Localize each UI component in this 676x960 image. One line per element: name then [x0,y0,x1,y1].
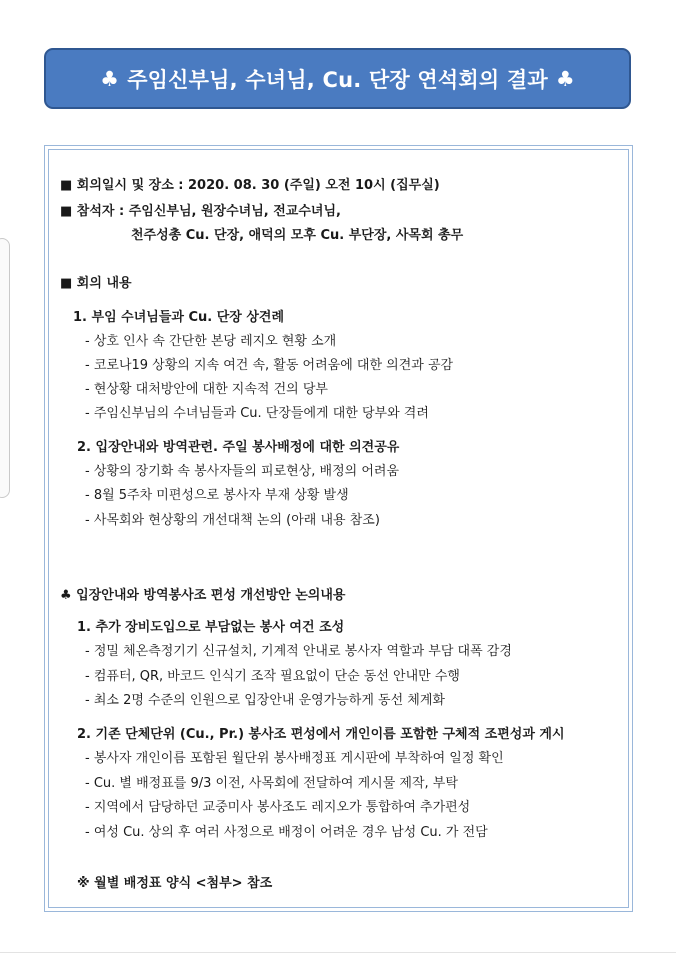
side-scroll-tab[interactable] [0,238,10,498]
attachment-note: ※ 월별 배정표 양식 <첨부> 참조 [77,876,273,891]
content-item-point: - 상황의 장기화 속 봉사자들의 피로현상, 배정의 어려움 [85,464,400,479]
content-item-point: - 상호 인사 속 간단한 본당 레지오 현황 소개 [85,334,337,349]
improvement-item-title: 2. 기존 단체단위 (Cu., Pr.) 봉사조 편성에서 개인이름 포함한 구체적 조편성과 게시 [77,727,565,742]
meeting-datetime-line: ■ 회의일시 및 장소 : 2020. 08. 30 (주일) 오전 10시 (집무실) [60,178,440,193]
attendees-line-2: 천주성총 Cu. 단장, 애덕의 모후 Cu. 부단장, 사목회 총무 [131,228,464,243]
improvement-item-title: 1. 추가 장비도입으로 부담없는 봉사 여건 조성 [77,620,345,635]
improvement-item-point: - 최소 2명 수준의 인원으로 입장안내 운영가능하게 동선 체계화 [85,693,445,708]
improvement-item-point: - 정밀 체온측정기기 신규설치, 기계적 안내로 봉사자 역할과 부담 대폭 감경 [85,644,512,659]
title-banner [44,48,631,109]
improvement-item-point: - 지역에서 담당하던 교중미사 봉사조도 레지오가 통합하여 추가편성 [85,800,471,815]
attendees-line-1: ■ 참석자 : 주임신부님, 원장수녀님, 전교수녀님, [60,204,341,219]
page-bottom-divider [0,952,676,953]
club-icon: ♣ [100,66,120,91]
meeting-content-heading: ■ 회의 내용 [60,276,132,291]
content-item-title: 2. 입장안내와 방역관련. 주일 봉사배정에 대한 의견공유 [77,440,400,455]
club-icon: ♣ [555,66,575,91]
document-title: 주임신부님, 수녀님, Cu. 단장 연석회의 결과 [127,67,548,92]
improvement-heading: ♣ 입장안내와 방역봉사조 편성 개선방안 논의내용 [60,588,346,603]
improvement-item-point: - 컴퓨터, QR, 바코드 인식기 조작 필요없이 단순 동선 안내만 수행 [85,669,460,684]
content-item-point: - 코로나19 상황의 지속 여건 속, 활동 어려움에 대한 의견과 공감 [85,358,454,373]
improvement-item-point: - 봉사자 개인이름 포함된 월단위 봉사배정표 게시판에 부착하여 일정 확인 [85,751,504,766]
content-item-point: - 사목회와 현상황의 개선대책 논의 (아래 내용 참조) [85,513,380,528]
content-item-point: - 현상황 대처방안에 대한 지속적 건의 당부 [85,382,328,397]
content-item-point: - 주임신부님의 수녀님들과 Cu. 단장들에게 대한 당부와 격려 [85,406,429,421]
content-item-title: 1. 부임 수녀님들과 Cu. 단장 상견례 [73,310,285,325]
improvement-item-point: - 여성 Cu. 상의 후 여러 사정으로 배정이 어려운 경우 남성 Cu. 가 전담 [85,825,488,840]
improvement-item-point: - Cu. 별 배정표를 9/3 이전, 사목회에 전달하여 게시물 제작, 부탁 [85,776,458,791]
content-item-point: - 8월 5주차 미편성으로 봉사자 부재 상황 발생 [85,488,349,503]
